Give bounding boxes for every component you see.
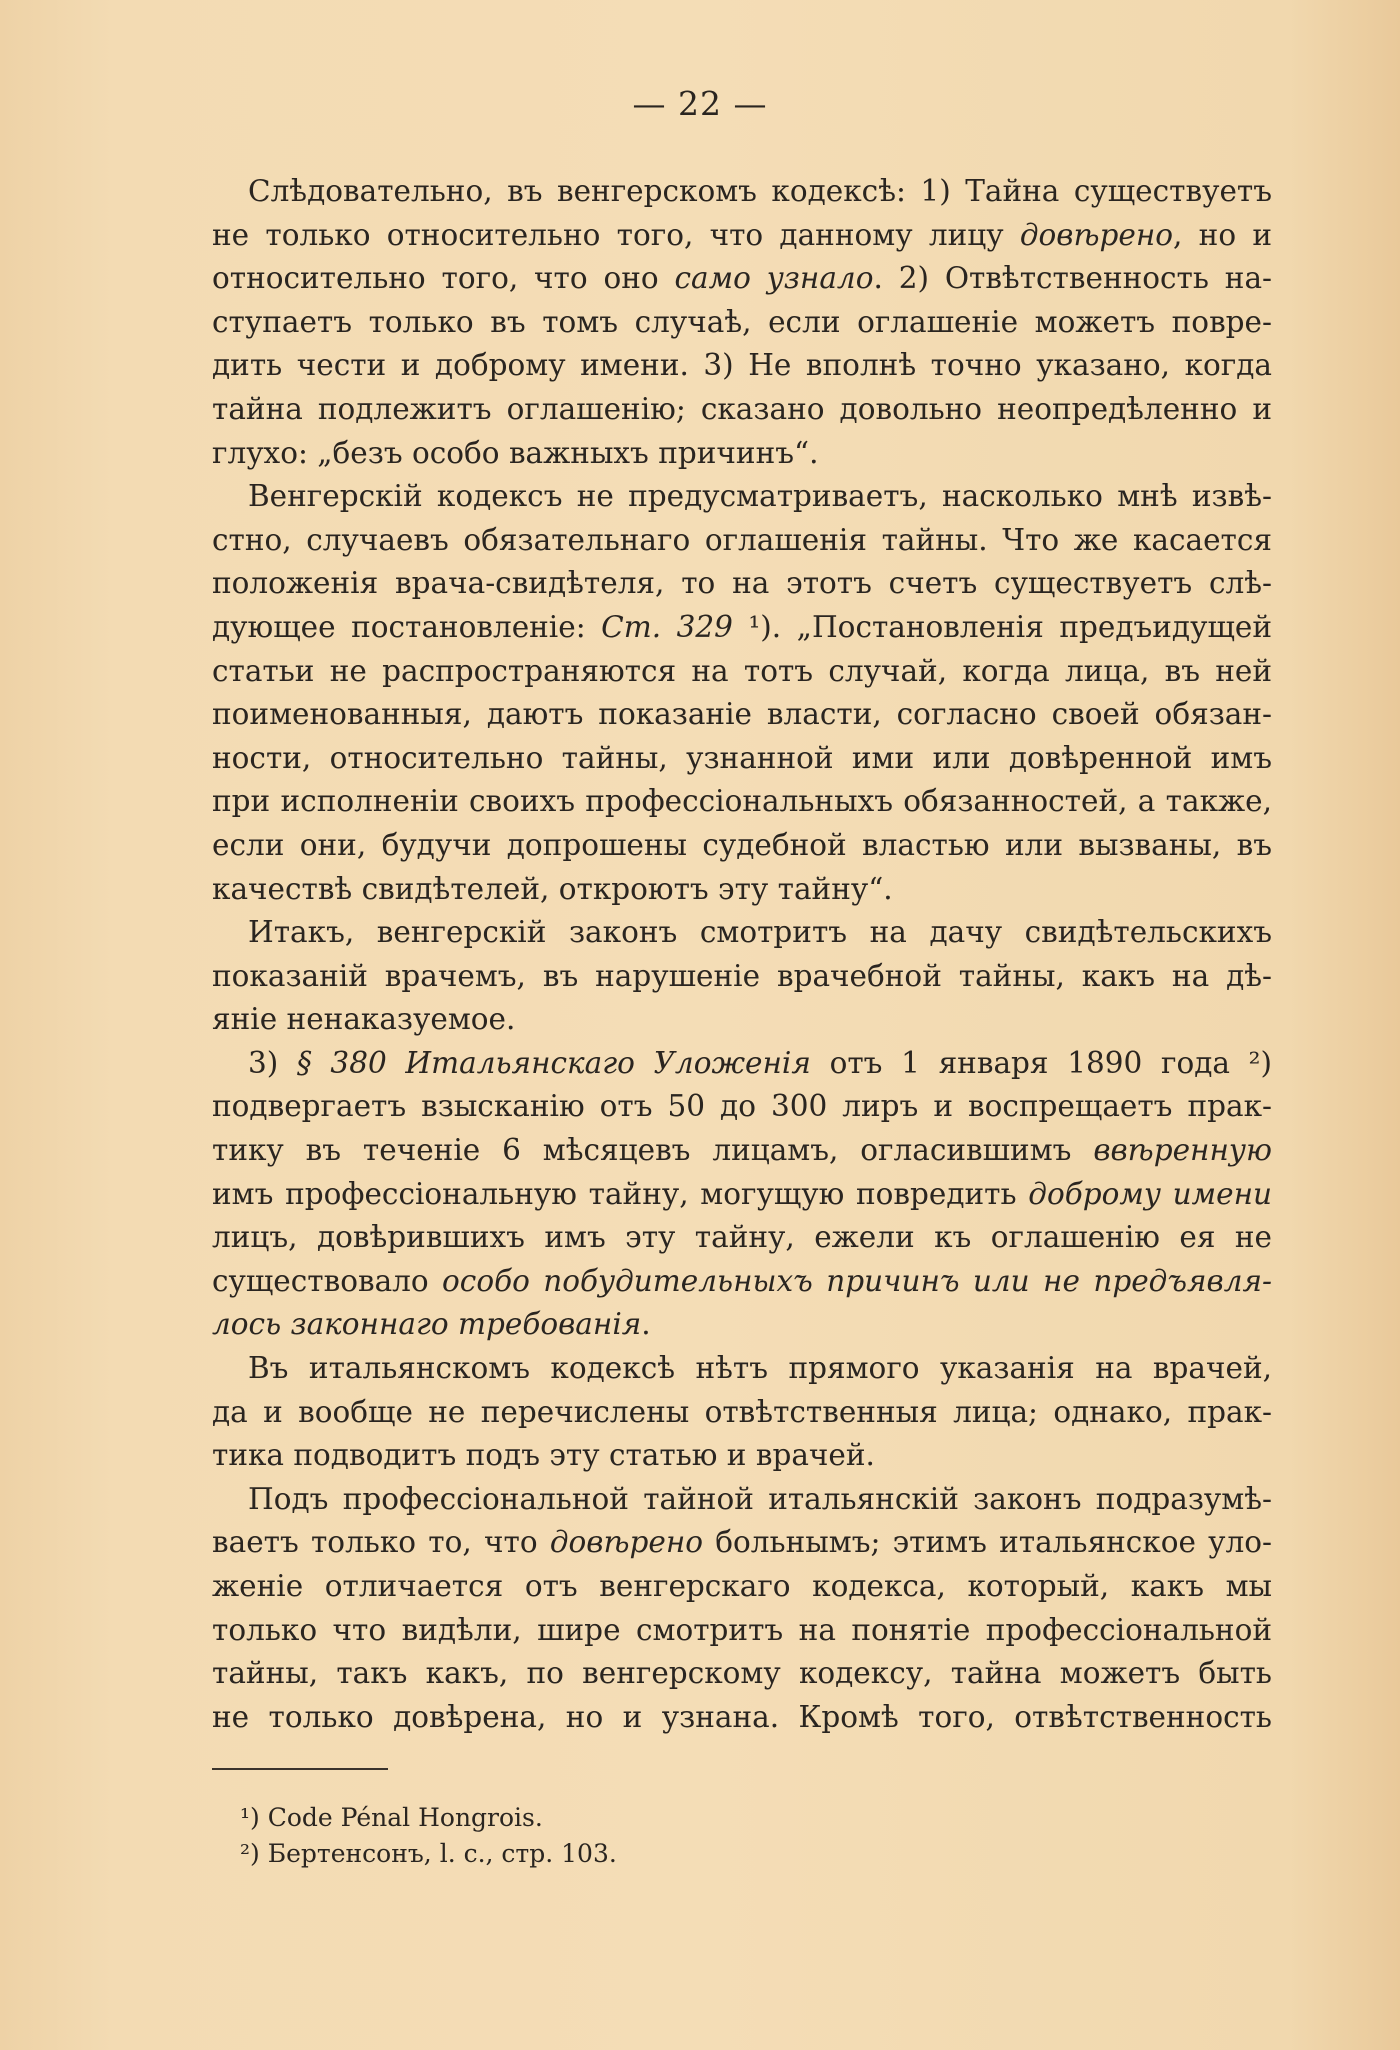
text-segment: , но и — [1173, 217, 1273, 252]
text-line — [212, 1216, 1272, 1260]
text-segment: Въ итальянскомъ кодексѣ нѣтъ прямого указанія на врачей, — [248, 1351, 1272, 1386]
text-segment: положенія врача-свидѣтеля, то на этотъ счетъ существуетъ слѣ- — [212, 566, 1272, 601]
text-segment: Слѣдовательно, въ венгерскомъ кодексѣ: 1) Тайна существуетъ — [248, 174, 1272, 208]
text-line — [212, 1609, 1272, 1653]
text-segment: ¹). „Постановленія предъидущей — [732, 609, 1272, 644]
text-line — [212, 1042, 1272, 1086]
text-segment: женіе отличается отъ венгерскаго кодекса, который, какъ мы — [212, 1569, 1272, 1603]
text-segment: 3) — [248, 1045, 297, 1080]
text-segment: да и вообще не перечислены отвѣтственныя лица; однако, прак- — [212, 1394, 1272, 1429]
text-segment: лицъ, довѣрившихъ имъ эту тайну, ежели къ оглашенію ея не — [212, 1220, 1272, 1255]
text-segment: при исполненіи своихъ профессіональныхъ обязанностей, а также, — [212, 784, 1272, 819]
italic-text: доброму имени — [1028, 1176, 1273, 1211]
text-line — [212, 737, 1272, 781]
text-segment: имъ профессіональную тайну, могущую повредить — [212, 1176, 1029, 1211]
text-line — [212, 911, 1272, 955]
footnotes — [240, 1800, 617, 1872]
text-segment: статьи не распространяются на тотъ случай, когда лица, въ ней — [212, 653, 1272, 688]
page-number: — 22 — — [632, 84, 768, 123]
text-line — [212, 519, 1272, 563]
italic-text: § 380 Итальянскаго Уложенія — [296, 1045, 811, 1080]
text-segment: показаній врачемъ, въ нарушеніе врачебной тайны, какъ на дѣ- — [212, 958, 1272, 993]
text-line — [212, 998, 1272, 1042]
footnote: ¹) Code Pénal Hongrois. — [240, 1803, 543, 1832]
text-line — [212, 780, 1272, 824]
text-segment: дующее постановленіе: — [212, 609, 602, 644]
text-line — [212, 1478, 1272, 1522]
text-line — [212, 868, 1272, 912]
text-segment: только что видѣли, шире смотритъ на понятіе профессіональной — [212, 1612, 1272, 1647]
text-line — [212, 1391, 1272, 1435]
text-line — [212, 693, 1272, 737]
text-line — [212, 1129, 1272, 1173]
text-segment: . — [641, 1307, 651, 1342]
text-segment: отъ 1 января 1890 года ²) — [810, 1045, 1272, 1080]
text-segment: дить чести и доброму имени. 3) Не вполнѣ точно указано, когда — [212, 348, 1272, 383]
text-line — [212, 1434, 1272, 1478]
text-segment: ступаетъ только въ томъ случаѣ, если оглашеніе можетъ повре- — [212, 304, 1272, 339]
text-segment: существовало — [212, 1263, 443, 1298]
text-segment: тайна подлежитъ оглашенію; сказано довольно неопредѣленно и — [212, 391, 1272, 426]
italic-text: особо побудительныхъ причинъ или не предъявля- — [442, 1263, 1273, 1298]
footnote: ²) Бертенсонъ, l. c., стр. 103. — [240, 1839, 617, 1868]
italic-text: Ст. 329 — [601, 609, 733, 644]
text-line — [212, 170, 1272, 214]
text-line — [212, 606, 1272, 650]
text-line — [212, 650, 1272, 694]
italic-text: довѣрено — [1019, 217, 1174, 252]
text-segment: тику въ теченіе 6 мѣсяцевъ лицамъ, огласившимъ — [212, 1133, 1094, 1168]
text-segment: тика подводитъ подъ эту статью и врачей. — [212, 1438, 875, 1473]
italic-text: довѣрено — [549, 1525, 704, 1560]
text-line — [212, 432, 1272, 476]
italic-text: лось законнаго требованія — [212, 1307, 642, 1342]
text-line — [212, 475, 1272, 519]
italic-text: ввѣренную — [1093, 1133, 1272, 1168]
text-segment: ваетъ только то, что — [212, 1525, 550, 1560]
text-line — [212, 1303, 1272, 1347]
text-segment: тайны, такъ какъ, по венгерскому кодексу, тайна можетъ быть — [212, 1656, 1272, 1691]
body-text — [212, 170, 1272, 1739]
text-segment: стно, случаевъ обязательнаго оглашенія тайны. Что же касается — [212, 522, 1272, 557]
text-segment: поименованныя, даютъ показаніе власти, согласно своей обязан- — [212, 697, 1272, 732]
text-line — [212, 1260, 1272, 1304]
text-segment: качествѣ свидѣтелей, откроютъ эту тайну“. — [212, 871, 893, 906]
text-segment: больнымъ; этимъ итальянское уло- — [703, 1525, 1272, 1560]
text-line — [212, 344, 1272, 388]
text-segment: ности, относительно тайны, узнанной ими или довѣренной имъ — [212, 740, 1272, 775]
text-line — [212, 1696, 1272, 1740]
text-segment: глухо: „безъ особо важныхъ причинъ“. — [212, 435, 819, 470]
text-line — [212, 388, 1272, 432]
text-line — [212, 1565, 1272, 1609]
text-segment: яніе ненаказуемое. — [212, 1002, 516, 1037]
text-line — [212, 1347, 1272, 1391]
text-line — [212, 257, 1272, 301]
text-line — [212, 1173, 1272, 1217]
text-segment: не только довѣрена, но и узнана. Кромѣ того, отвѣтственность — [212, 1699, 1272, 1734]
text-line — [212, 214, 1272, 258]
text-segment: если они, будучи допрошены судебной властью или вызваны, въ — [212, 827, 1272, 862]
text-segment: . 2) Отвѣтственность на- — [873, 261, 1272, 296]
text-line — [212, 1521, 1272, 1565]
text-line — [212, 562, 1272, 606]
text-segment: относительно того, что оно — [212, 261, 675, 296]
text-segment: Венгерскій кодексъ не предусматриваетъ, насколько мнѣ извѣ- — [248, 479, 1272, 514]
text-line — [212, 301, 1272, 345]
text-line — [212, 1652, 1272, 1696]
text-segment: подвергаетъ взысканію отъ 50 до 300 лиръ и воспрещаетъ прак- — [212, 1089, 1272, 1124]
text-line — [212, 955, 1272, 999]
italic-text: само узнало — [674, 261, 874, 296]
text-segment: Итакъ, венгерскій законъ смотритъ на дачу свидѣтельскихъ — [248, 915, 1272, 950]
text-segment: Подъ профессіональной тайной итальянскій законъ подразумѣ- — [248, 1481, 1272, 1516]
text-line — [212, 1085, 1272, 1129]
text-segment: не только относительно того, что данному лицу — [212, 217, 1020, 252]
text-line — [212, 824, 1272, 868]
footnote-separator — [212, 1768, 388, 1770]
